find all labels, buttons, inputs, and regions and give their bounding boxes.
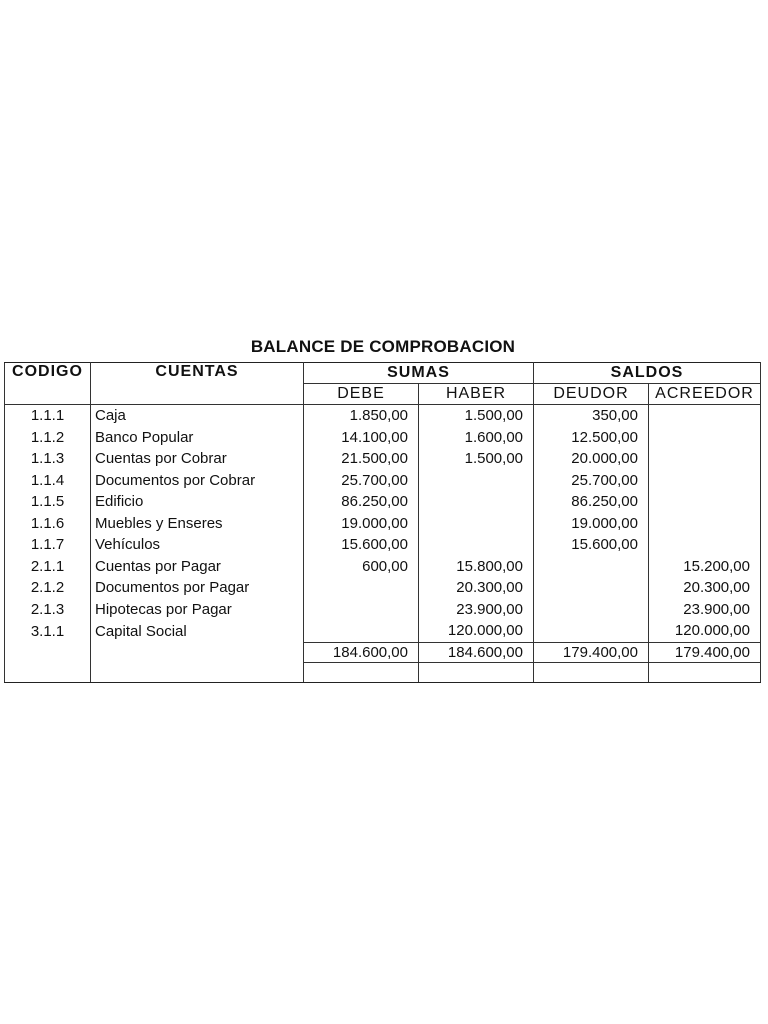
haber-value: 23.900,00 [419, 599, 534, 621]
account-name: Documentos por Pagar [91, 577, 304, 599]
haber-value [419, 491, 534, 513]
debe-value: 21.500,00 [304, 448, 419, 470]
header-acreedor: ACREEDOR [649, 384, 761, 405]
table-row [5, 577, 761, 599]
account-code: 1.1.5 [5, 491, 91, 513]
haber-value: 1.500,00 [419, 405, 534, 427]
account-name: Muebles y Enseres [91, 513, 304, 535]
acreedor-value: 15.200,00 [649, 556, 761, 578]
header-debe: DEBE [304, 384, 419, 405]
account-name: Cuentas por Cobrar [91, 448, 304, 470]
haber-value: 15.800,00 [419, 556, 534, 578]
debe-value: 15.600,00 [304, 534, 419, 556]
deudor-value [534, 599, 649, 621]
debe-value: 19.000,00 [304, 513, 419, 535]
account-name: Cuentas por Pagar [91, 556, 304, 578]
account-code: 2.1.1 [5, 556, 91, 578]
deudor-value [534, 577, 649, 599]
table-row [5, 470, 761, 492]
account-code: 1.1.3 [5, 448, 91, 470]
account-name: Vehículos [91, 534, 304, 556]
acreedor-value [649, 534, 761, 556]
total-deudor: 179.400,00 [534, 642, 649, 662]
total-acreedor: 179.400,00 [649, 642, 761, 662]
deudor-value: 350,00 [534, 405, 649, 427]
table-row [5, 599, 761, 621]
document-title: BALANCE DE COMPROBACION [250, 337, 516, 356]
haber-value [419, 470, 534, 492]
deudor-value: 15.600,00 [534, 534, 649, 556]
haber-value: 20.300,00 [419, 577, 534, 599]
acreedor-value: 20.300,00 [649, 577, 761, 599]
totals-row [5, 642, 761, 662]
total-haber: 184.600,00 [419, 642, 534, 662]
deudor-value: 86.250,00 [534, 491, 649, 513]
account-name: Caja [91, 405, 304, 427]
debe-value: 14.100,00 [304, 427, 419, 449]
debe-value: 1.850,00 [304, 405, 419, 427]
deudor-value: 12.500,00 [534, 427, 649, 449]
debe-value: 600,00 [304, 556, 419, 578]
deudor-value: 20.000,00 [534, 448, 649, 470]
account-name: Hipotecas por Pagar [91, 599, 304, 621]
trial-balance-table [4, 362, 761, 683]
haber-value: 1.500,00 [419, 448, 534, 470]
account-code: 3.1.1 [5, 620, 91, 642]
header-codigo: CODIGO [5, 363, 91, 405]
account-name: Edificio [91, 491, 304, 513]
total-debe: 184.600,00 [304, 642, 419, 662]
acreedor-value: 120.000,00 [649, 620, 761, 642]
header-cuentas: CUENTAS [91, 363, 304, 405]
acreedor-value [649, 513, 761, 535]
account-code: 1.1.1 [5, 405, 91, 427]
header-sumas: SUMAS [304, 363, 534, 384]
debe-value: 25.700,00 [304, 470, 419, 492]
account-code: 2.1.2 [5, 577, 91, 599]
acreedor-value: 23.900,00 [649, 599, 761, 621]
acreedor-value [649, 405, 761, 427]
blank-row [5, 662, 761, 682]
deudor-value [534, 556, 649, 578]
acreedor-value [649, 448, 761, 470]
debe-value [304, 577, 419, 599]
account-code: 1.1.4 [5, 470, 91, 492]
table-row [5, 448, 761, 470]
account-name: Banco Popular [91, 427, 304, 449]
acreedor-value [649, 470, 761, 492]
haber-value: 1.600,00 [419, 427, 534, 449]
table-row [5, 513, 761, 535]
table-row [5, 620, 761, 642]
account-name: Capital Social [91, 620, 304, 642]
table-row [5, 556, 761, 578]
header-haber: HABER [419, 384, 534, 405]
account-code: 2.1.3 [5, 599, 91, 621]
debe-value [304, 599, 419, 621]
haber-value [419, 513, 534, 535]
account-code: 1.1.6 [5, 513, 91, 535]
deudor-value [534, 620, 649, 642]
table-row [5, 427, 761, 449]
table-row [5, 405, 761, 427]
account-name: Documentos por Cobrar [91, 470, 304, 492]
account-code: 1.1.7 [5, 534, 91, 556]
debe-value [304, 620, 419, 642]
header-saldos: SALDOS [534, 363, 761, 384]
acreedor-value [649, 491, 761, 513]
header-deudor: DEUDOR [534, 384, 649, 405]
deudor-value: 25.700,00 [534, 470, 649, 492]
table-row [5, 491, 761, 513]
deudor-value: 19.000,00 [534, 513, 649, 535]
table-row [5, 534, 761, 556]
acreedor-value [649, 427, 761, 449]
debe-value: 86.250,00 [304, 491, 419, 513]
haber-value: 120.000,00 [419, 620, 534, 642]
account-code: 1.1.2 [5, 427, 91, 449]
haber-value [419, 534, 534, 556]
